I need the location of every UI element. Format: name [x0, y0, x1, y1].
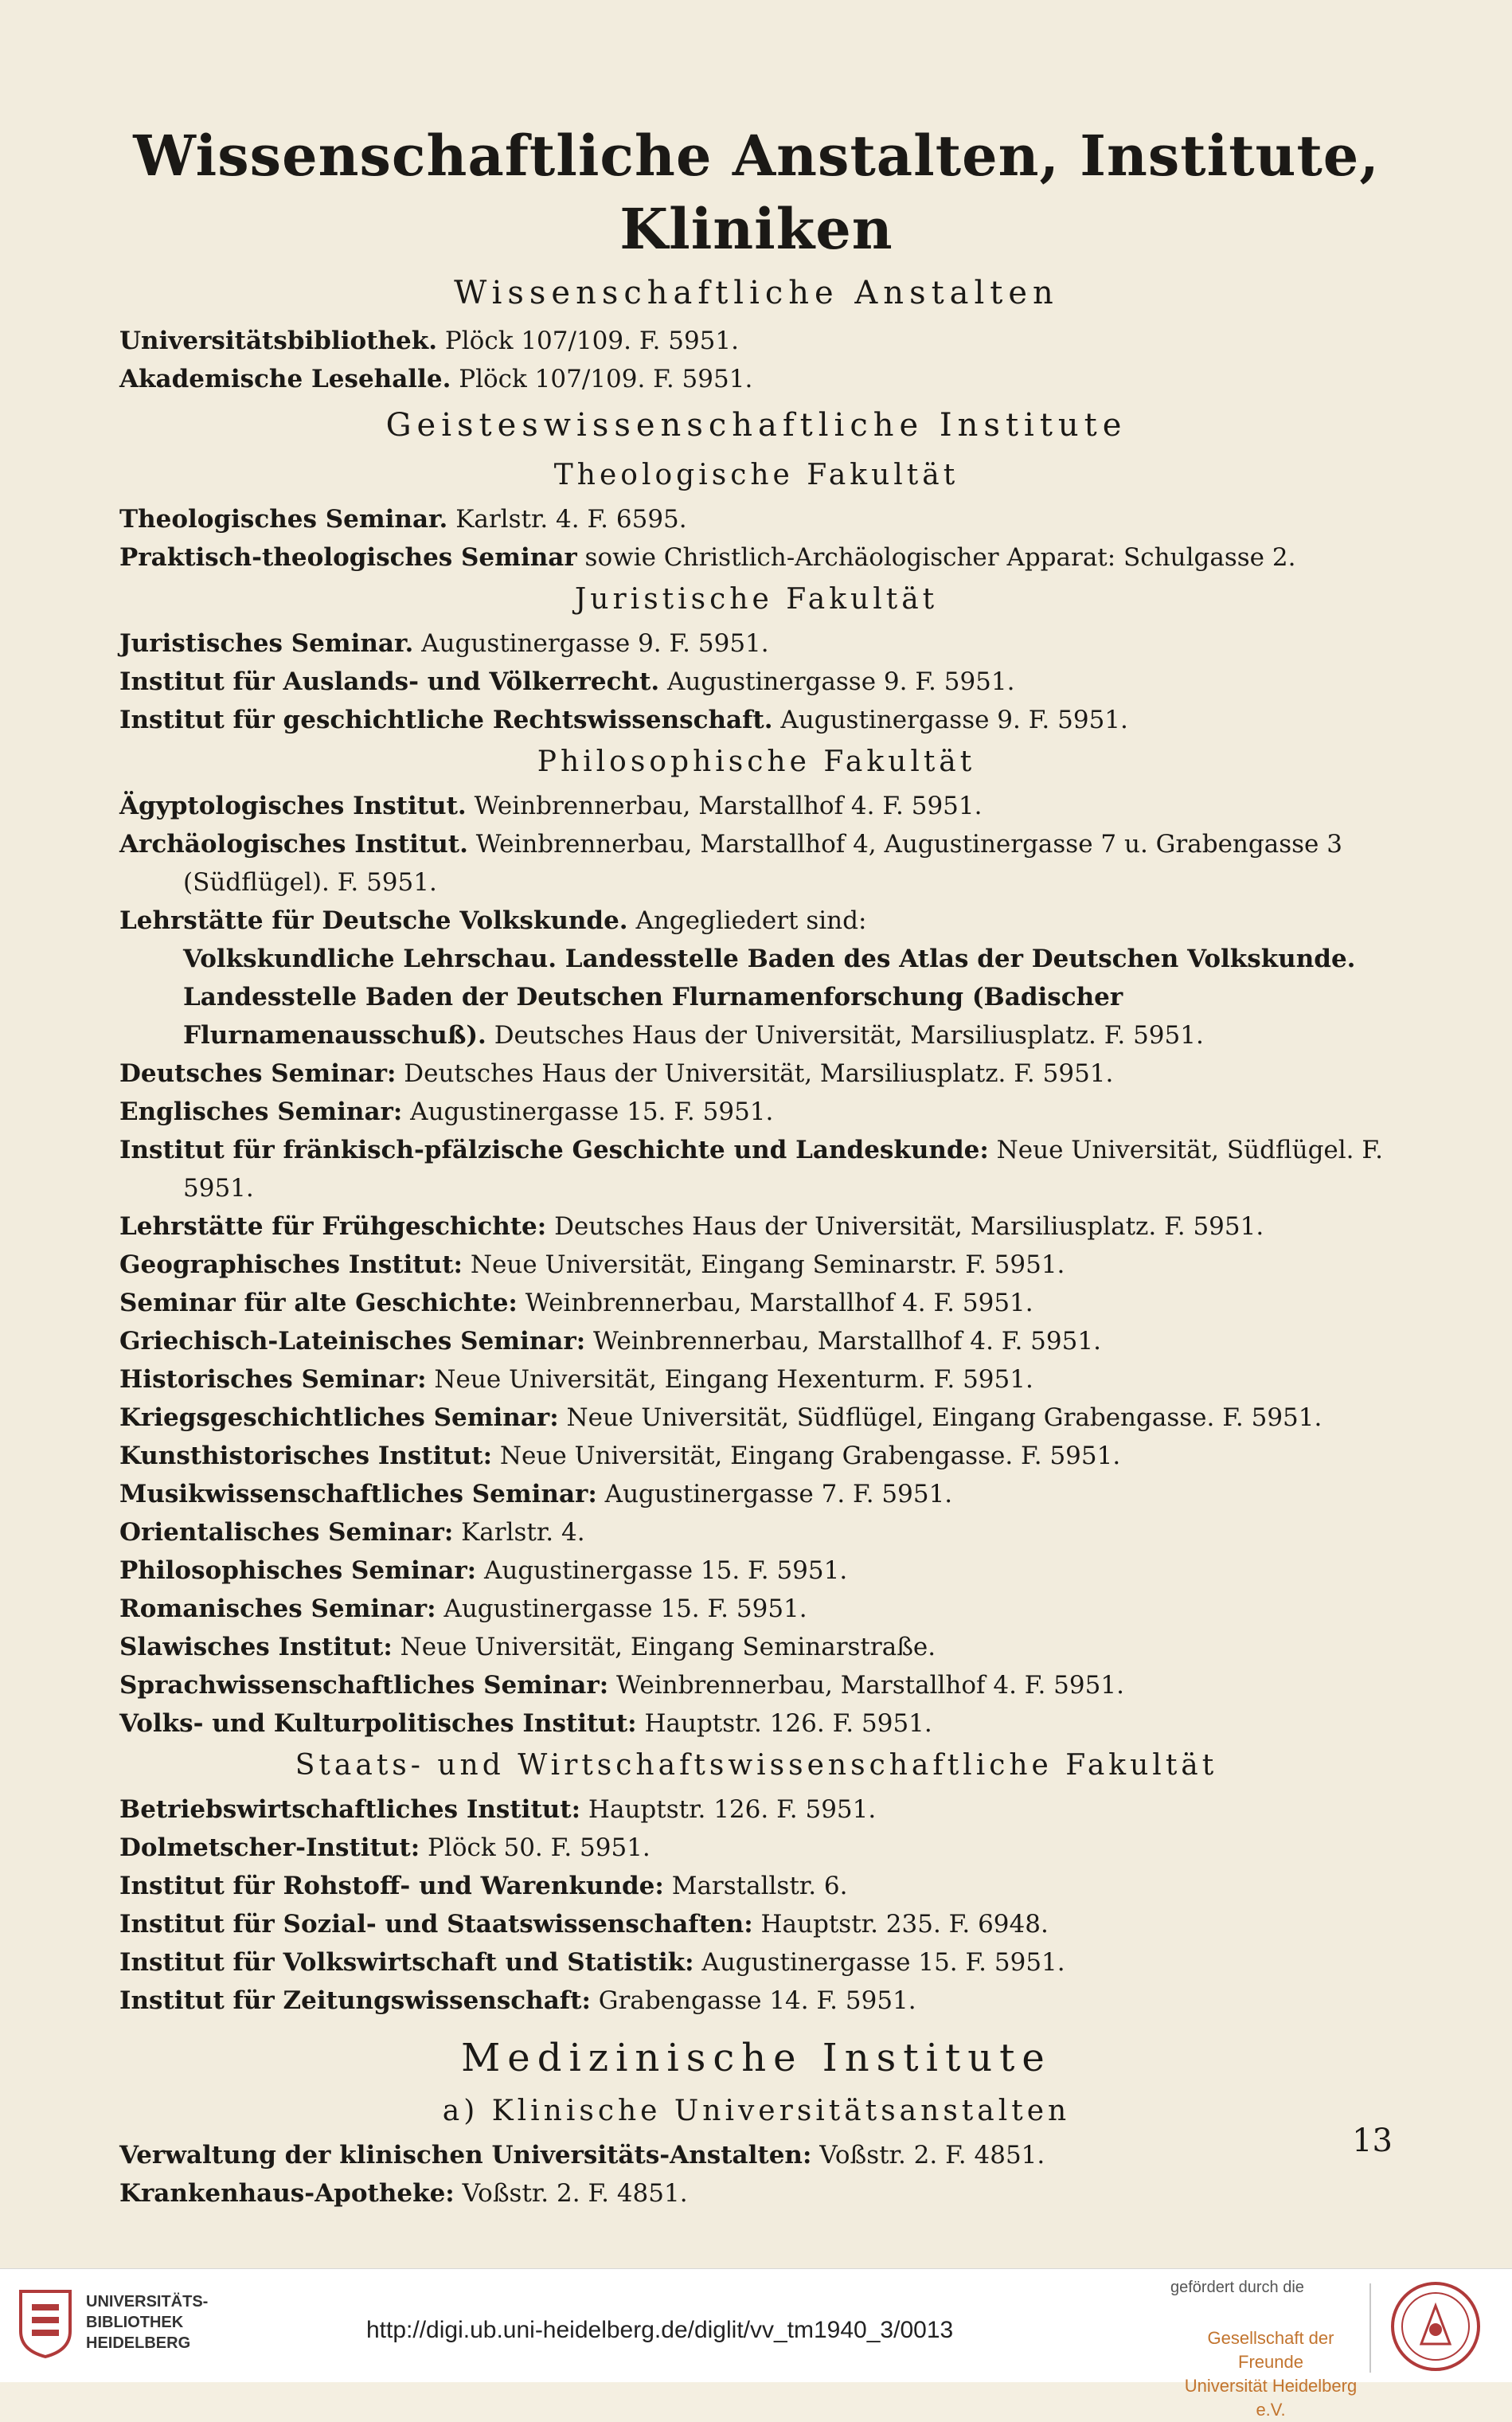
section-heading: Medizinische Institute [461, 2036, 1052, 2080]
entry-name: Dolmetscher-Institut: [119, 1833, 420, 1862]
directory-entry [119, 1246, 1393, 1284]
library-name-line: HEIDELBERG [86, 2334, 191, 2352]
entry-name: Institut für Zeitungswissenschaft: [119, 1986, 591, 2015]
entry-address: Voßstr. 2. F. 4851. [454, 2179, 688, 2208]
library-name [86, 2291, 208, 2354]
faculty-heading: Philosophische Fakultät [537, 745, 976, 778]
entry-address: Augustinergasse 15. F. 5951. [436, 1594, 807, 1623]
entry-address: Plöck 107/109. F. 5951. [437, 327, 739, 355]
entry-name: Verwaltung der klinischen Universitäts-Anstalten: [119, 2141, 812, 2170]
directory-entry [119, 1437, 1393, 1475]
directory-entry [119, 624, 1393, 663]
directory-entry [119, 2136, 1393, 2174]
directory-entry [119, 1284, 1393, 1322]
entry-name: Philosophisches Seminar: [119, 1556, 477, 1585]
directory-entry [119, 663, 1393, 701]
directory-entry [119, 1704, 1393, 1743]
entry-name: Deutsches Seminar: [119, 1059, 397, 1088]
entry-name: Kriegsgeschichtliches Seminar: [119, 1403, 559, 1432]
entry-address: Neue Universität, Eingang Grabengasse. F. 5951. [492, 1442, 1121, 1470]
faculty-heading: Theologische Fakultät [553, 459, 959, 491]
entry-address: Weinbrennerbau, Marstallhof 4. F. 5951. [585, 1327, 1101, 1356]
entry-name: Ägyptologisches Institut. [119, 792, 467, 820]
entry-name: Englisches Seminar: [119, 1098, 403, 1126]
directory-entry [119, 1131, 1393, 1207]
entry-address: Grabengasse 14. F. 5951. [590, 1986, 916, 2015]
directory-entry [119, 1093, 1393, 1131]
entry-address: Neue Universität, Eingang Hexenturm. F. 5951. [426, 1365, 1033, 1394]
entry-name: Betriebswirtschaftliches Institut: [119, 1795, 581, 1824]
entry-address: Weinbrennerbau, Marstallhof 4. F. 5951. [466, 792, 983, 820]
directory-entry [119, 825, 1393, 902]
entry-name: Romanisches Seminar: [119, 1594, 436, 1623]
entry-name: Lehrstätte für Deutsche Volkskunde. [119, 906, 628, 935]
entry-name: Historisches Seminar: [119, 1365, 427, 1394]
directory-entry [119, 902, 1393, 940]
sponsor-name-line: Gesellschaft der Freunde [1207, 2328, 1334, 2372]
entry-name: Kunsthistorisches Institut: [119, 1442, 493, 1470]
directory-entry [119, 1867, 1393, 1905]
entry-address: Hauptstr. 126. F. 5951. [580, 1795, 877, 1824]
sections-container [119, 269, 1393, 2213]
directory-entry [119, 322, 1393, 360]
faculty-heading: Juristische Fakultät [574, 583, 939, 616]
directory-entry [119, 538, 1393, 577]
section-heading: Wissenschaftliche Anstalten [454, 275, 1059, 311]
entry-name: Institut für geschichtliche Rechtswissenschaft. [119, 706, 773, 734]
entry-name: Universitätsbibliothek. [119, 327, 438, 355]
entry-name: Volks- und Kulturpolitisches Institut: [119, 1709, 637, 1738]
entry-name: Griechisch-Lateinisches Seminar: [119, 1327, 586, 1356]
entry-name: Volkskundliche Lehrschau. Landesstelle Baden des Atlas der Deutschen Volkskunde. Landesstelle Baden der Deutschen Flurnamenforschung (Badischer Flurnamenausschuß). [183, 945, 1356, 1050]
entry-address: Hauptstr. 235. F. 6948. [752, 1910, 1049, 1939]
directory-entry [119, 1590, 1393, 1628]
footer-divider [1369, 2283, 1371, 2373]
library-name-line: BIBLIOTHEK [86, 2314, 184, 2331]
digitization-footer [0, 2268, 1512, 2420]
entry-address: Weinbrennerbau, Marstallhof 4. F. 5951. [517, 1289, 1033, 1317]
entry-name: Orientalisches Seminar: [119, 1518, 454, 1547]
entry-address: Deutsches Haus der Universität, Marsiliusplatz. F. 5951. [396, 1059, 1114, 1088]
entry-address: Plöck 107/109. F. 5951. [451, 365, 753, 393]
entry-address: Voßstr. 2. F. 4851. [811, 2141, 1045, 2170]
directory-entry [119, 1475, 1393, 1513]
directory-entry [119, 1790, 1393, 1829]
entry-name: Institut für Auslands- und Völkerrecht. [119, 667, 660, 696]
entry-address: Augustinergasse 15. F. 5951. [402, 1098, 774, 1126]
entry-address: Augustinergasse 7. F. 5951. [596, 1480, 953, 1508]
directory-entry [119, 360, 1393, 398]
entry-name: Institut für Rohstoff- und Warenkunde: [119, 1872, 664, 1900]
entry-name: Theologisches Seminar. [119, 505, 448, 534]
entry-name: Geographisches Institut: [119, 1250, 463, 1279]
entry-name: Sprachwissenschaftliches Seminar: [119, 1671, 609, 1700]
directory-entry [119, 1666, 1393, 1704]
directory-entry [119, 1982, 1393, 2020]
faculty-heading: a) Klinische Universitätsanstalten [442, 2095, 1071, 2127]
directory-entry [119, 1943, 1393, 1982]
sponsor-name-line: Universität Heidelberg e.V. [1184, 2376, 1358, 2420]
entry-address: Augustinergasse 15. F. 5951. [476, 1556, 848, 1585]
section-heading: Geisteswissenschaftliche Institute [385, 407, 1127, 444]
entry-address: Weinbrennerbau, Marstallhof 4. F. 5951. [608, 1671, 1124, 1700]
directory-entry [119, 500, 1393, 538]
entry-name: Lehrstätte für Frühgeschichte: [119, 1212, 547, 1241]
entry-address: Plöck 50. F. 5951. [420, 1833, 651, 1862]
directory-entry [119, 1054, 1393, 1093]
entry-name: Krankenhaus-Apotheke: [119, 2179, 455, 2208]
entry-address: Deutsches Haus der Universität, Marsiliusplatz. F. 5951. [486, 1021, 1204, 1050]
entry-name: Archäologisches Institut. [119, 830, 468, 859]
entry-address: Augustinergasse 15. F. 5951. [693, 1948, 1065, 1977]
entry-address: Augustinergasse 9. F. 5951. [772, 706, 1128, 734]
directory-entry [119, 1399, 1393, 1437]
directory-entry [119, 701, 1393, 739]
page-content [119, 119, 1393, 2213]
entry-address: Deutsches Haus der Universität, Marsiliusplatz. F. 5951. [546, 1212, 1264, 1241]
entry-name: Institut für fränkisch-pfälzische Geschichte und Landeskunde: [119, 1136, 989, 1164]
directory-entry [119, 1207, 1393, 1246]
entry-address: Angegliedert sind: [627, 906, 867, 935]
page-title: Wissenschaftliche Anstalten, Institute, Kliniken [133, 123, 1380, 262]
entry-name: Slawisches Institut: [119, 1633, 393, 1661]
directory-entry [119, 1322, 1393, 1360]
entry-address: Neue Universität, Eingang Seminarstr. F. 5951. [463, 1250, 1065, 1279]
library-seal-icon [16, 2287, 75, 2358]
sponsor-name [1178, 2326, 1363, 2422]
entry-address: Karlstr. 4. [453, 1518, 585, 1547]
entry-address: Neue Universität, Eingang Seminarstraße. [392, 1633, 936, 1661]
entry-address: Marstallstr. 6. [663, 1872, 848, 1900]
faculty-heading: Staats- und Wirtschaftswissenschaftliche Fakultät [295, 1749, 1218, 1782]
university-seal-icon [1389, 2280, 1482, 2373]
directory-entry [119, 1905, 1393, 1943]
entry-name: Seminar für alte Geschichte: [119, 1289, 518, 1317]
entry-address: Augustinergasse 9. F. 5951. [413, 629, 769, 658]
entry-address: Neue Universität, Südflügel. F. 5951. [183, 1136, 1383, 1203]
entry-name: Institut für Volkswirtschaft und Statistik: [119, 1948, 694, 1977]
entry-name: Praktisch-theologisches Seminar [119, 543, 577, 572]
entry-name: Juristisches Seminar. [119, 629, 414, 658]
directory-entry [119, 1360, 1393, 1399]
sponsor-label: gefördert durch die [1170, 2279, 1304, 2296]
entry-address: Weinbrennerbau, Marstallhof 4, Augustinergasse 7 u. Grabengasse 3 (Südflügel). F. 5951. [183, 830, 1342, 897]
entry-address: Augustinergasse 9. F. 5951. [659, 667, 1015, 696]
entry-address: Hauptstr. 126. F. 5951. [636, 1709, 932, 1738]
entry-address: Neue Universität, Südflügel, Eingang Grabengasse. F. 5951. [558, 1403, 1323, 1432]
entry-address: sowie Christlich-Archäologischer Apparat: Schulgasse 2. [576, 543, 1296, 572]
directory-entry [119, 2174, 1393, 2213]
directory-entry [119, 787, 1393, 825]
entry-name: Akademische Lesehalle. [119, 365, 451, 393]
entry-name: Institut für Sozial- und Staatswissenschaften: [119, 1910, 753, 1939]
directory-entry [119, 1829, 1393, 1867]
permalink-link[interactable]: http://digi.ub.uni-heidelberg.de/diglit/vv_tm1940_3/0013 [366, 2317, 954, 2343]
entry-address: Karlstr. 4. F. 6595. [447, 505, 687, 534]
directory-entry [119, 1513, 1393, 1551]
page-number: 13 [1352, 2123, 1393, 2159]
directory-entry [119, 1551, 1393, 1590]
directory-entry [119, 1628, 1393, 1666]
directory-entry [119, 940, 1393, 1054]
library-name-line: UNIVERSITÄTS- [86, 2293, 209, 2310]
entry-name: Musikwissenschaftliches Seminar: [119, 1480, 597, 1508]
